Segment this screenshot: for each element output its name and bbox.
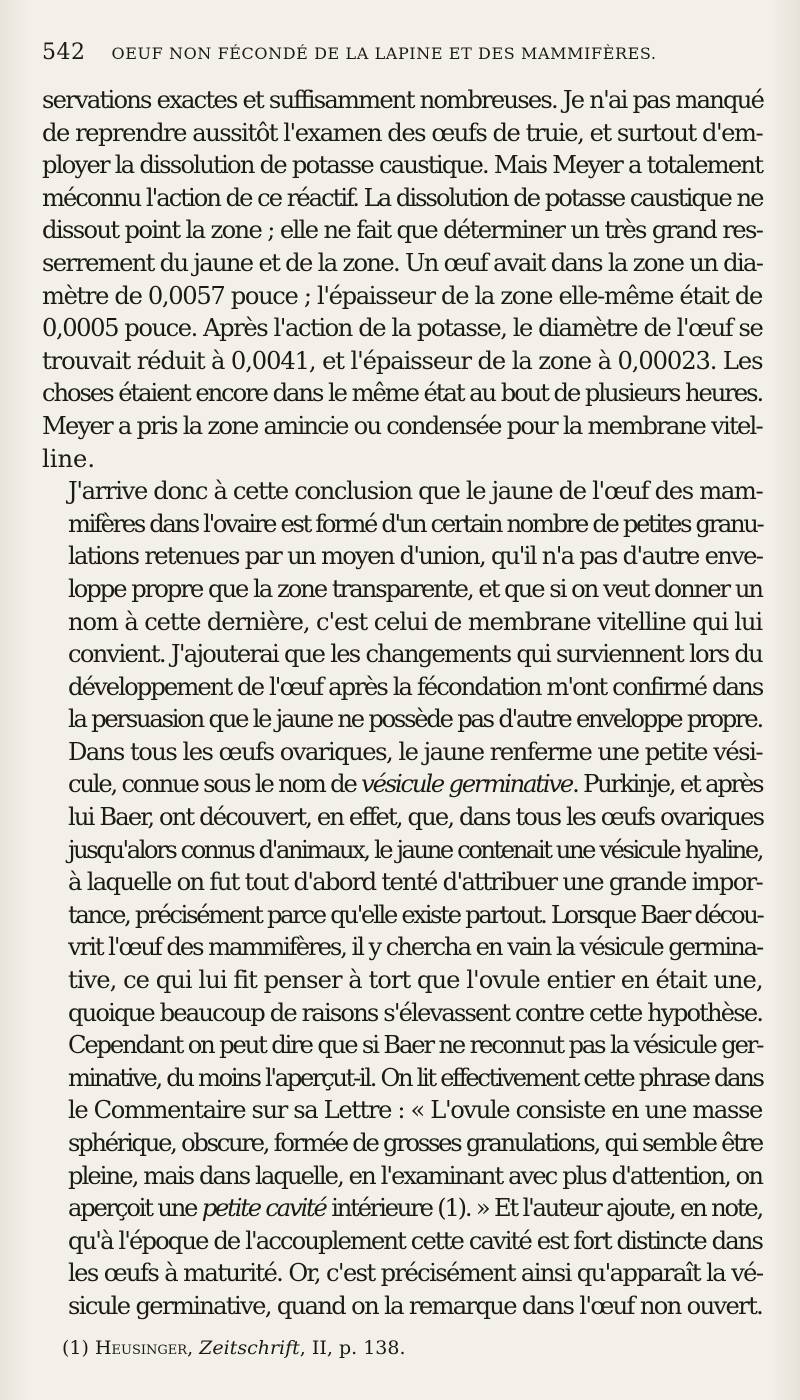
text-line: mifères dans l'ovaire est formé d'un certain nombre de petites granu- (68, 509, 763, 538)
text-line: Meyer a pris la zone amincie ou condensée pour la membrane vitel- (42, 411, 762, 440)
text-line: développement de l'œuf après la fécondation m'ont confirmé dans (68, 672, 763, 701)
text-line: Dans tous les œufs ovariques, le jaune renferme une petite vési- (68, 737, 762, 766)
italic-term: petite cavité (201, 1194, 326, 1223)
text-line: jusqu'alors connus d'animaux, le jaune contenait une vésicule hyaline, (68, 835, 762, 864)
text-line: minative, du moins l'aperçut-il. On lit effectivement cette phrase dans (68, 1063, 763, 1092)
paragraph (42, 475, 762, 736)
text-line: quoique beaucoup de raisons s'élevassent contre cette hypothèse. (68, 998, 763, 1027)
text-line: servations exactes et suffisamment nombreuses. Je n'ai pas manqué (42, 86, 764, 114)
running-title: OEUF NON FÉCONDÉ DE LA LAPINE ET DES MAMMIFÈRES. (111, 44, 657, 63)
text-line: méconnu l'action de ce réactif. La dissolution de potasse caustique ne (42, 183, 763, 212)
text-line: ployer la dissolution de potasse caustique. Mais Meyer a totalement (42, 151, 763, 180)
text-line: pleine, mais dans laquelle, en l'examinant avec plus d'attention, on (68, 1161, 762, 1190)
text-line: convient. J'ajouterai que les changements qui surviennent lors du (68, 640, 762, 669)
italic-term: vésicule germinative (361, 770, 573, 799)
footnote-marker: (1) (62, 1337, 89, 1359)
text-line: vrit l'œuf des mammifères, il y chercha en vain la vésicule germina- (68, 933, 763, 962)
text-line: le Commentaire sur sa Lettre : « L'ovule consiste en une masse (68, 1096, 762, 1125)
footnote-journal: Zeitschrift (199, 1337, 300, 1359)
footnote-reference: , II, p. 138. (299, 1337, 406, 1359)
text-line: tive, ce qui lui fit penser à tort que l'ovule entier en était une, (68, 966, 763, 995)
text-line: sicule germinative, quand on la remarque dans l'œuf non ouvert. (68, 1291, 763, 1320)
text-line: line. (42, 444, 96, 473)
paragraph (42, 84, 762, 475)
footnote-author: Heusinger (94, 1337, 188, 1359)
running-header (42, 40, 762, 65)
paragraph (42, 736, 762, 1323)
text-line: les œufs à maturité. Or, c'est précisément ainsi qu'apparaît la vé- (68, 1259, 763, 1288)
body-text (42, 84, 762, 1323)
text-line: cule, connue sous le nom de vésicule germinative. Purkinje, et après (68, 770, 763, 799)
text-line: serrement du jaune et de la zone. Un œuf avait dans la zone un dia- (42, 248, 763, 277)
text-line: nom à cette dernière, c'est celui de membrane vitelline qui lui (68, 607, 762, 636)
text-line: sphérique, obscure, formée de grosses granulations, qui semble être (68, 1129, 762, 1157)
text-line: dissout point la zone ; elle ne fait que déterminer un très grand res- (42, 216, 763, 245)
page-number: 542 (42, 40, 86, 65)
text-line: tance, précisément parce qu'elle existe partout. Lorsque Baer décou- (68, 900, 763, 929)
text-line: trouvait réduit à 0,0041, et l'épaisseur de la zone à 0,00023. Les (42, 346, 763, 375)
text-line: de reprendre aussitôt l'examen des œufs de truie, et surtout d'em- (42, 118, 763, 147)
text-line: à laquelle on fut tout d'abord tenté d'attribuer une grande impor- (68, 868, 762, 897)
text-line: qu'à l'époque de l'accouplement cette cavité est fort distincte dans (68, 1226, 762, 1255)
text-line: aperçoit une petite cavité intérieure (1). » Et l'auteur ajoute, en note, (68, 1194, 762, 1223)
text-line: mètre de 0,0057 pouce ; l'épaisseur de la zone elle-même était de (42, 281, 762, 310)
text-line: lations retenues par un moyen d'union, qu'il n'a pas d'autre enve- (68, 542, 763, 571)
text-line: la persuasion que le jaune ne possède pas d'autre enveloppe propre. (68, 705, 762, 734)
footnote: (1) Heusinger, Zeitschrift, II, p. 138. (62, 1337, 406, 1359)
text-line: Cependant on peut dire que si Baer ne reconnut pas la vésicule ger- (68, 1031, 763, 1060)
text-line: lui Baer, ont découvert, en effet, que, dans tous les œufs ovariques (68, 803, 764, 832)
text-line: loppe propre que la zone transparente, et que si on veut donner un (68, 574, 762, 603)
text-line: choses étaient encore dans le même état au bout de plusieurs heures. (42, 379, 763, 408)
text-line: 0,0005 pouce. Après l'action de la potasse, le diamètre de l'œuf se (42, 314, 763, 343)
text-line: J'arrive donc à cette conclusion que le jaune de l'œuf des mam- (68, 477, 763, 506)
